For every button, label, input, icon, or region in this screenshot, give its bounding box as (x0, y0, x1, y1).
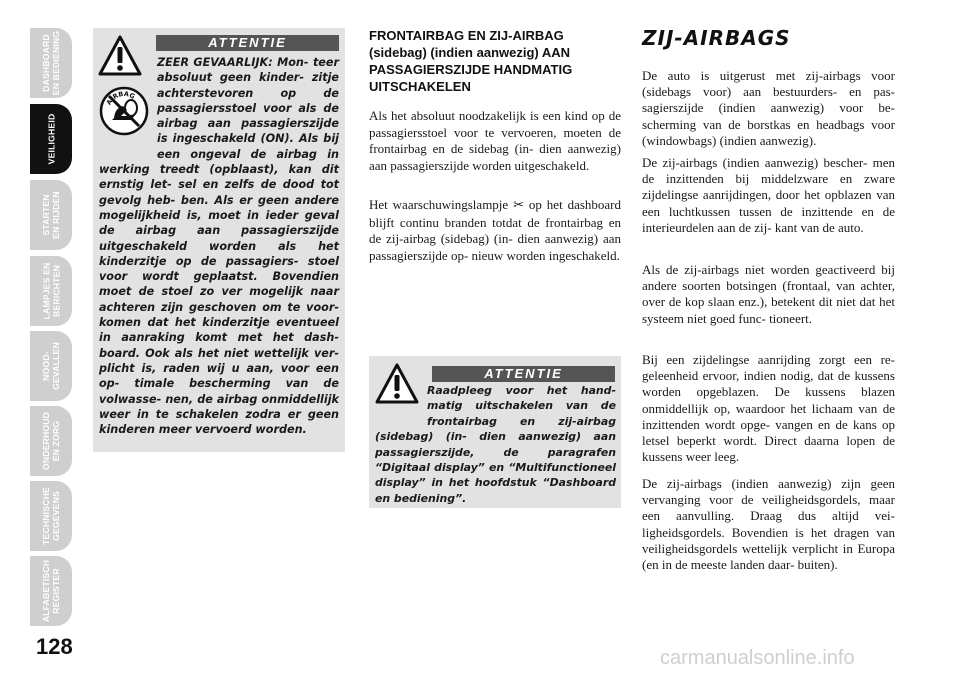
attention-banner: ATTENTIE (156, 35, 339, 51)
section-title-side-airbags: ZIJ-AIRBAGS (642, 26, 791, 50)
paragraph-side-airbags-4: Bij een zijdelingse aanrijding zorgt een re- geleenheid ervoor, indien nodig, dat de kussens worden opgeblazen. De kussens blazen onmiddellijk op, waardoor het lichaam van de inzittenden wordt opge- vangen en de kans op letsel beperkt wordt. Direct daarna lopen de kussens weer leeg. (642, 352, 895, 465)
paragraph-side-airbags-1: De auto is uitgerust met zij-airbags voor (sidebags voor) aan bestuurders- en pas- sagierszijde (indien aanwezig) voor be- scherming van de borstkas en headbags voor (windowbags) (indien aanwezig). (642, 68, 895, 148)
tab-onderhoud-en-zorg[interactable] (30, 406, 72, 476)
tab-dashboard-en-bediening[interactable] (30, 28, 72, 98)
tab-label: NOOD- GEVALLEN (41, 342, 62, 390)
airbag-icon-text: AIRBAG (104, 89, 137, 107)
tab-technische-gegevens[interactable] (30, 481, 72, 551)
tab-label: VEILIGHEID (46, 113, 56, 165)
tab-noodgevallen[interactable] (30, 331, 72, 401)
tab-label: ONDERHOUD EN ZORG (41, 411, 62, 471)
watermark: carmanualsonline.info (660, 647, 855, 669)
paragraph-text: Het waarschuwingslampje (369, 197, 514, 212)
tab-label: STARTEN EN RIJDEN (41, 191, 61, 239)
paragraph-side-airbags-5: De zij-airbags (indien aanwezig) zijn geen vervanging voor de veiligheidsgordels, maar een aanvulling. Draag dus altijd vei- ligheidsgordels. Bovendien is het dragen van veiligheidsgordels wettelijk verplicht in Europa (en in de meeste landen daar- buiten). (642, 476, 895, 573)
tab-label: TECHNISCHE GEGEVENS (41, 487, 61, 545)
warning-body: ZEER GEVAARLIJK: Mon- teer absoluut geen kinder- zitje achterstevoren op de passagiersstoel voor als de airbag aan passagierszijde is ingeschakeld (ON). Als bij een ongeval de airbag in werking treedt (opblaast), kan dit ernstig let- sel en zelfs de dood tot gevolg heb- ben. Als er geen andere mogelijkheid is, moet in ieder geval de airbag aan passagierszijde uitgeschakeld worden als het kinderzitje op de passagiers- stoel voor wordt geplaatst. Bovendien moet de stoel zo ver mogelijk naar achteren zijn geschoven om te voor- komen dat het kinderzitje eventueel in aanraking komt met het dash- board. Ook als het niet wettelijk ver- plicht is, raden wij u aan, voor een op- timale bescherming van de volwasse- nen, de airbag onmiddellijk weer in te schakelen zodra er geen kinderen meer vervoerd worden. (99, 56, 339, 437)
airbag-off-warning-lamp-icon: ✂ (513, 198, 524, 213)
tab-label: LAMPJES EN BERICHTEN (41, 262, 62, 320)
paragraph-side-airbags-2: De zij-airbags (indien aanwezig) bescher- men de inzittenden bij middelzware en zware zijdelingse aanrijdingen, door het opblazen van een luchtkussen tussen de inzittende en de interieurdelen aan de zij- kant van de auto. (642, 155, 895, 235)
tab-starten-en-rijden[interactable] (30, 180, 72, 250)
page-number: 128 (36, 634, 73, 659)
tab-alfabetisch-register[interactable] (30, 556, 72, 626)
section-heading-deactivation: FRONTAIRBAG EN ZIJ-AIRBAG (sidebag) (indien aanwezig) AAN PASSAGIERSZIJDE HANDMATIG UITSCHAKELEN (369, 28, 573, 94)
paragraph-text: op het dashboard blijft continu branden totdat de frontairbag en de zij-airbag (sidebag) (in- dien aanwezig) aan passagierszijde op- nieuw worden ingeschakeld. (369, 197, 622, 264)
attention-banner: ATTENTIE (432, 366, 615, 382)
icon-spacer (99, 95, 157, 151)
icon-spacer (375, 383, 427, 427)
icon-spacer (99, 55, 157, 95)
warning-text-child-seat (99, 55, 339, 437)
paragraph-side-airbags-3: Als de zij-airbags niet worden geactiveerd bij andere soorten botsingen (frontaal, van achter, over de kop slaan enz.), betekent dit niet dat het systeem niet goed func- tioneert. (642, 262, 895, 326)
tab-label: DASHBOARD EN BEDIENING (41, 30, 62, 96)
warning-text-manual-deactivation (375, 383, 616, 506)
paragraph-deactivation-intro: Als het absoluut noodzakelijk is een kind op de passagiersstoel voor te vervoeren, moeten de frontairbag en de sidebag (in- dien aanwezig) aan passagierszijde worden uitgeschakeld. (369, 108, 621, 174)
warning-body: Raadpleeg voor het hand- matig uitschakelen van de frontairbag en zij-airbag (sidebag) (in- dien aanwezig) aan passagierszijde, de paragrafen “Digitaal display” en “Multifunctioneel display” in het hoofdstuk “Dashboard en bediening”. (375, 384, 616, 505)
tab-label: ALFABETISCH REGISTER (41, 559, 62, 623)
tab-veiligheid[interactable] (30, 104, 72, 174)
tab-lampjes-en-berichten[interactable] (30, 256, 72, 326)
paragraph-warning-lamp (369, 197, 621, 265)
